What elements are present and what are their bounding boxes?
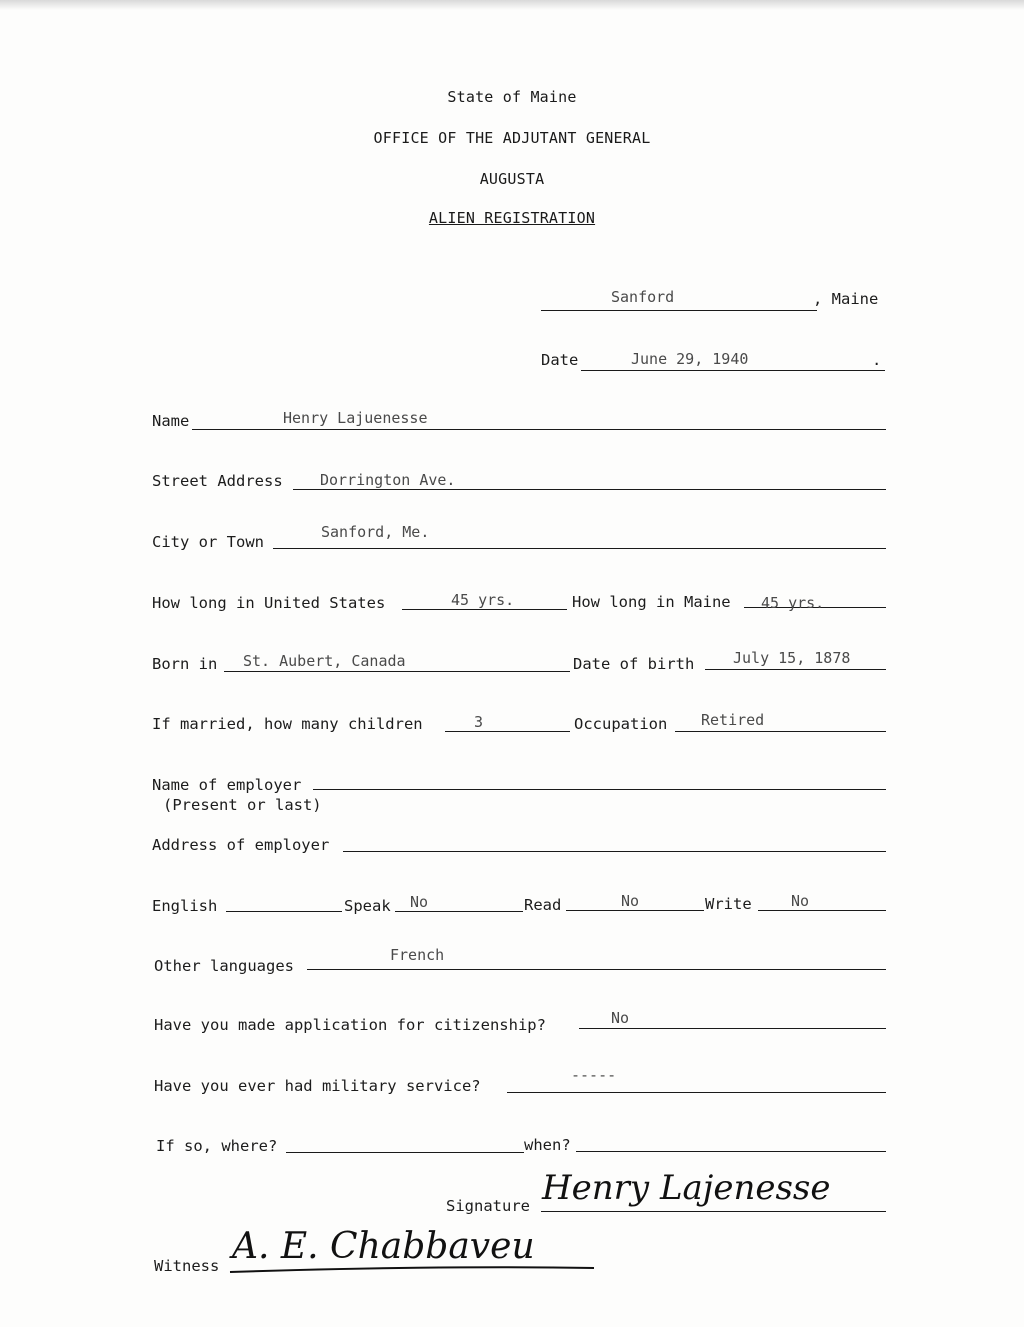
- employer-label: Name of employer: [152, 776, 302, 794]
- write-value: No: [791, 892, 810, 910]
- english-label: English: [152, 897, 218, 915]
- us-years-line: [402, 609, 567, 610]
- signature-handwriting: Henry Lajenesse: [542, 1168, 831, 1208]
- other-languages-line: [307, 969, 886, 970]
- date-end-mark: .: [872, 351, 882, 369]
- birth-date-label: Date of birth: [573, 655, 695, 673]
- write-line: [758, 910, 886, 911]
- speak-label: Speak: [344, 897, 391, 915]
- maine-years-value: 45 yrs.: [761, 594, 825, 612]
- city-label: City or Town: [152, 533, 264, 551]
- read-label: Read: [524, 896, 562, 914]
- employer-address-line: [343, 851, 886, 852]
- born-in-line: [224, 671, 570, 672]
- location-state-label: , Maine: [813, 290, 879, 308]
- witness-underline-stroke: [228, 1262, 598, 1276]
- location-line: [541, 310, 817, 311]
- military-line: [507, 1092, 886, 1093]
- speak-line: [395, 911, 523, 912]
- children-line: [445, 731, 570, 732]
- form-title: ALIEN REGISTRATION: [428, 209, 596, 227]
- occupation-line: [675, 731, 886, 732]
- witness-label: Witness: [154, 1257, 220, 1275]
- header-office: OFFICE OF THE ADJUTANT GENERAL: [373, 129, 651, 147]
- occupation-label: Occupation: [574, 715, 668, 733]
- when-label: when?: [524, 1136, 571, 1154]
- header-state: State of Maine: [447, 88, 577, 106]
- citizenship-value: No: [611, 1009, 630, 1027]
- military-label: Have you ever had military service?: [154, 1077, 481, 1095]
- signature-label: Signature: [446, 1197, 530, 1215]
- us-years-label: How long in United States: [152, 594, 386, 612]
- birth-date-value: July 15, 1878: [733, 649, 851, 667]
- when-line: [576, 1151, 886, 1152]
- other-languages-value: French: [390, 946, 445, 964]
- born-in-value: St. Aubert, Canada: [243, 652, 406, 670]
- children-label: If married, how many children: [152, 715, 423, 733]
- header-city: AUGUSTA: [479, 170, 545, 188]
- read-value: No: [621, 892, 640, 910]
- military-value: -----: [571, 1066, 617, 1084]
- street-value: Dorrington Ave.: [320, 471, 456, 489]
- name-value: Henry Lajuenesse: [283, 409, 428, 427]
- children-value: 3: [474, 713, 484, 731]
- scan-edge: [0, 0, 1024, 10]
- employer-sublabel: (Present or last): [163, 796, 322, 814]
- date-value: June 29, 1940: [631, 350, 749, 368]
- occupation-value: Retired: [701, 711, 765, 729]
- maine-years-label: How long in Maine: [572, 593, 731, 611]
- born-in-label: Born in: [152, 655, 218, 673]
- other-languages-label: Other languages: [154, 957, 294, 975]
- citizenship-line: [579, 1028, 886, 1029]
- employer-address-label: Address of employer: [152, 836, 330, 854]
- location-town-value: Sanford: [611, 288, 675, 306]
- write-label: Write: [705, 895, 752, 913]
- date-line: [581, 370, 885, 371]
- speak-value: No: [410, 893, 429, 911]
- date-label: Date: [541, 351, 579, 369]
- english-line: [226, 911, 342, 912]
- witness-handwriting: A. E. Chabbaveu: [232, 1226, 535, 1267]
- street-line: [293, 489, 886, 490]
- birth-date-line: [705, 669, 886, 670]
- where-line: [286, 1152, 524, 1153]
- us-years-value: 45 yrs.: [451, 591, 515, 609]
- signature-line: [541, 1211, 886, 1212]
- street-label: Street Address: [152, 472, 283, 490]
- employer-line: [313, 789, 886, 790]
- read-line: [566, 910, 704, 911]
- city-value: Sanford, Me.: [321, 523, 430, 541]
- where-label: If so, where?: [156, 1137, 278, 1155]
- citizenship-label: Have you made application for citizenship?: [154, 1016, 546, 1034]
- name-line: [192, 429, 886, 430]
- name-label: Name: [152, 412, 190, 430]
- city-line: [273, 548, 886, 549]
